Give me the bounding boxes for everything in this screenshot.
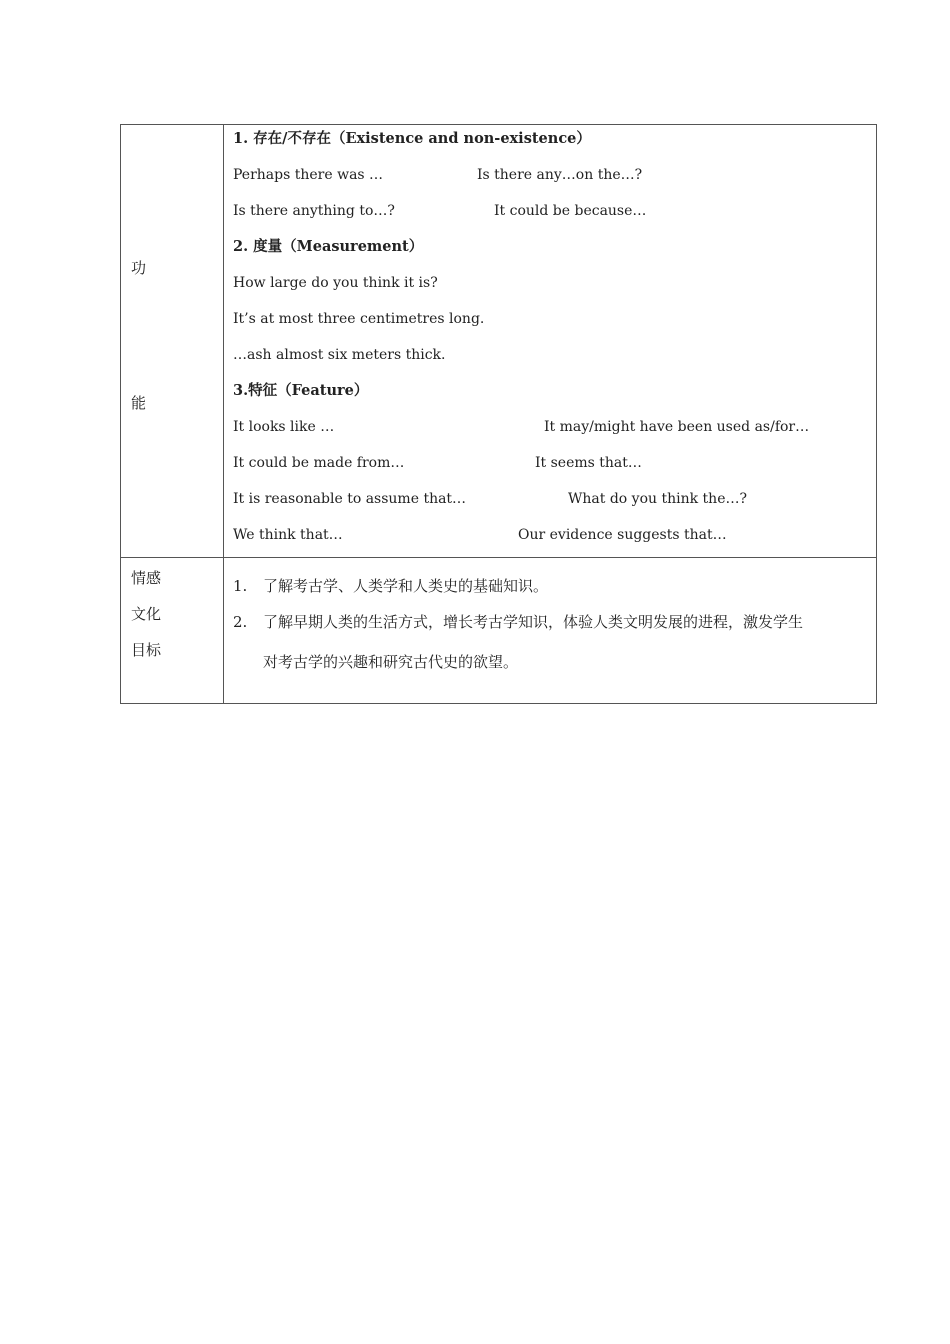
phrase-line [233,449,876,485]
emotion-label-line-2: 文化 [131,605,162,623]
lesson-plan-table [120,124,877,704]
phrase: It’s at most three centimetres long. [233,311,485,327]
emotion-label-cell [121,558,224,704]
phrase: It could be because… [494,203,647,219]
phrase-line [233,161,876,197]
phrase: Is there any…on the…? [477,167,643,183]
goal-number: 1. [233,577,248,595]
phrase-line [233,485,876,521]
goal-item-1 [233,566,548,606]
function-label-char-1: 功 [131,259,147,277]
phrase-line [233,269,876,305]
phrase: It could be made from… [233,455,405,471]
phrase: It seems that… [535,455,642,471]
goal-text: 了解早期人类的生活方式，增长考古学知识，体验人类文明发展的进程，激发学生 [263,613,804,631]
phrase-line [233,197,876,233]
phrase: Perhaps there was … [233,167,384,183]
phrase-line [233,305,876,341]
emotion-label-line-3: 目标 [131,641,162,659]
phrase: We think that… [233,527,343,543]
goal-item-2 [233,602,873,682]
emotion-label-line-1: 情感 [131,569,162,587]
section-heading-existence: 1. 存在/不存在（Existence and non-existence） [233,130,591,147]
phrase: Our evidence suggests that… [518,527,727,543]
phrase-line [233,341,876,377]
phrase: It is reasonable to assume that… [233,491,467,507]
phrase-line [233,413,876,449]
emotion-row [121,558,877,704]
goal-text: 了解考古学、人类学和人类史的基础知识。 [263,577,549,595]
function-label-char-2: 能 [131,394,147,412]
section-heading-measurement: 2. 度量（Measurement） [233,238,424,255]
function-content-cell [224,125,877,558]
phrase: …ash almost six meters thick. [233,347,446,363]
phrase: It looks like … [233,419,335,435]
phrase: It may/might have been used as/for… [544,419,810,435]
goal-text-continued: 对考古学的兴趣和研究古代史的欲望。 [263,653,519,671]
phrase: Is there anything to…? [233,203,395,219]
emotion-content-cell [224,558,877,704]
section-heading-feature: 3.特征（Feature） [233,382,369,399]
phrase: How large do you think it is? [233,275,438,291]
goal-number: 2. [233,613,248,631]
function-row [121,125,877,558]
phrase: What do you think the…? [568,491,747,507]
phrase-line [233,521,876,557]
function-label-cell [121,125,224,558]
emotion-label [131,560,161,668]
